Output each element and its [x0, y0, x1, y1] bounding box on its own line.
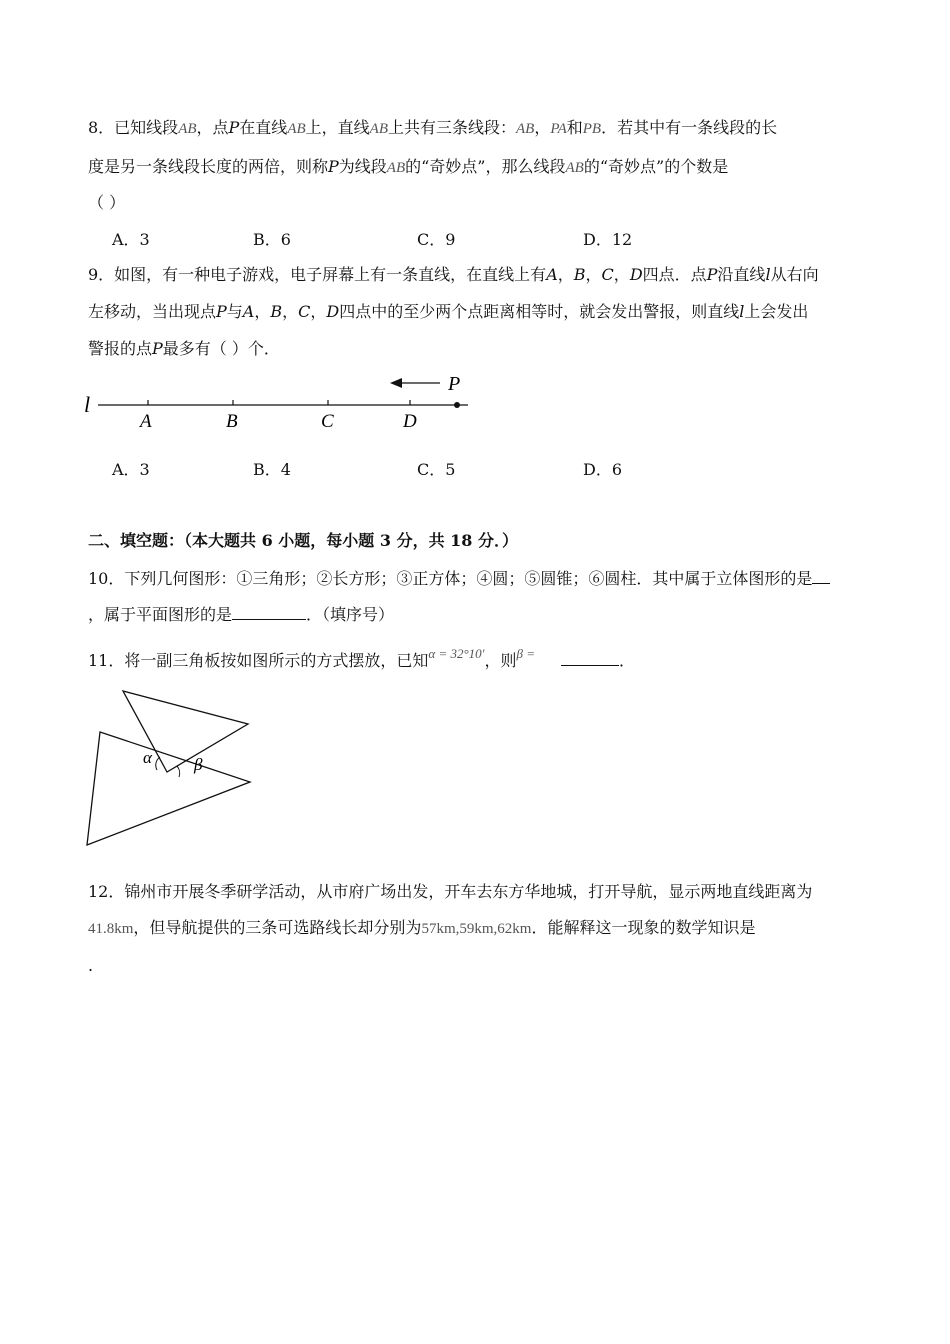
text: ， — [282, 302, 299, 321]
text: ，但导航提供的三条可选路线长却分别为 — [133, 918, 422, 937]
math-routes: 57km,59km,62km — [421, 921, 532, 937]
q10-line-1 — [88, 567, 830, 589]
math-l: l — [765, 265, 771, 284]
q12-line-2 — [88, 918, 755, 939]
q9-option-b[interactable]: B．4 — [253, 460, 291, 479]
math-pa: PA — [550, 121, 567, 137]
text: ．（填序号） — [306, 605, 395, 624]
q8-option-a[interactable]: A．3 — [112, 230, 150, 249]
math-ab: AB — [369, 121, 388, 137]
math-ab: AB — [386, 160, 406, 176]
point-label-b: B — [226, 411, 238, 432]
arrow-head-icon — [390, 378, 402, 388]
q11-line — [88, 646, 636, 672]
math-ab: AB — [516, 121, 535, 137]
point-p-dot — [454, 402, 460, 408]
line-label-l: l — [84, 392, 91, 417]
text: ， — [585, 265, 602, 284]
text: 8．已知线段 — [88, 118, 179, 137]
text: ．能解释这一现象的数学知识是 — [531, 918, 756, 937]
lower-triangle — [87, 732, 250, 845]
text: 上共有三条线段： — [387, 118, 516, 137]
text: ，属于平面图形的是 — [88, 605, 233, 624]
point-label-d: D — [403, 411, 417, 432]
blank-solid-figures[interactable] — [812, 567, 830, 584]
text: 最多有（ ）个． — [162, 339, 280, 358]
section-title: 二、填空题： — [88, 531, 185, 550]
text: ， — [557, 265, 574, 284]
q8-line-1 — [88, 118, 777, 139]
text: ，点 — [196, 118, 229, 137]
text: ． — [619, 651, 636, 670]
q12-line-3: . — [88, 956, 94, 975]
q8-line-2 — [88, 157, 728, 178]
q8-option-b[interactable]: B．6 — [253, 230, 291, 249]
math-d: D — [629, 265, 643, 284]
math-ab: AB — [178, 121, 197, 137]
text: 上，直线 — [305, 118, 370, 137]
q11-triangles-figure — [80, 684, 260, 850]
math-alpha-given: α = 32°10′ — [428, 646, 485, 661]
math-c: C — [601, 265, 614, 284]
math-c: C — [298, 302, 311, 321]
text: 和 — [566, 118, 583, 137]
text: ， — [534, 118, 551, 137]
q8-option-c[interactable]: C．9 — [417, 230, 456, 249]
q8-answer-bracket: （ ） — [88, 193, 126, 212]
q9-line-3 — [88, 339, 280, 359]
text: 沿直线 — [717, 265, 766, 284]
text: ， — [254, 302, 271, 321]
math-a: A — [546, 265, 558, 284]
text: 9．如图，有一种电子游戏，电子屏幕上有一条直线，在直线上有 — [88, 265, 547, 284]
math-d: D — [326, 302, 340, 321]
q9-option-d[interactable]: D．6 — [583, 460, 623, 479]
math-p: P — [328, 157, 339, 176]
text: 从右向 — [770, 265, 819, 284]
q9-line-1 — [88, 265, 819, 285]
text: ，则 — [484, 651, 517, 670]
text: 四点．点 — [642, 265, 707, 284]
text: ．若其中有一条线段的长 — [601, 118, 778, 137]
q9-line-2 — [88, 302, 808, 322]
q9-option-c[interactable]: C．5 — [417, 460, 456, 479]
math-pb: PB — [582, 121, 602, 137]
math-p: P — [216, 302, 227, 321]
point-label-c: C — [321, 411, 334, 432]
q9-number-line-figure — [80, 368, 480, 434]
text: ， — [310, 302, 327, 321]
math-l: l — [739, 302, 745, 321]
math-distance: 41.8km — [88, 921, 134, 937]
text: 在直线 — [239, 118, 288, 137]
math-beta: β = — [516, 646, 536, 661]
text: 为线段 — [338, 157, 387, 176]
math-ab: AB — [565, 160, 584, 176]
blank-beta[interactable] — [561, 649, 619, 666]
math-b: B — [573, 265, 586, 284]
math-p: P — [706, 265, 718, 284]
blank-plane-figures[interactable] — [232, 603, 306, 620]
point-label-a: A — [140, 411, 152, 432]
text: 10．下列几何图形：①三角形；②长方形；③正方体；④圆；⑤圆锥；⑥圆柱．其中属于立体图形的是 — [88, 569, 813, 588]
section-2-heading — [88, 531, 518, 551]
q8-option-d[interactable]: D．12 — [583, 230, 633, 249]
math-a: A — [242, 302, 255, 321]
text: 11．将一副三角板按如图所示的方式摆放，已知 — [88, 651, 429, 670]
beta-arc — [177, 766, 180, 777]
text: 的“奇妙点”，那么线段 — [405, 157, 566, 176]
text: 的“奇妙点”的个数是 — [583, 157, 729, 176]
text: 警报的点 — [88, 339, 153, 358]
section-note: （本大题共 6 小题，每小题 3 分，共 18 分．） — [184, 531, 518, 550]
alpha-label: α — [143, 748, 152, 767]
text: 左移动，当出现点 — [88, 302, 217, 321]
text: 与 — [226, 302, 243, 321]
q9-option-a[interactable]: A．3 — [112, 460, 150, 479]
math-ab: AB — [287, 121, 306, 137]
point-label-p: P — [448, 373, 461, 395]
text: 上会发出 — [744, 302, 809, 321]
text: 度是另一条线段长度的两倍，则称 — [88, 157, 329, 176]
text: 四点中的至少两个点距离相等时，就会发出警报，则直线 — [339, 302, 740, 321]
q10-line-2 — [88, 603, 394, 625]
q12-line-1: 12．锦州市开展冬季研学活动，从市府广场出发，开车去东方华地城，打开导航，显示两地直线距离为 — [88, 882, 813, 901]
math-b: B — [270, 302, 283, 321]
math-p: P — [152, 339, 163, 358]
beta-label: β — [194, 755, 203, 774]
text: ， — [613, 265, 630, 284]
math-p: P — [228, 118, 240, 137]
